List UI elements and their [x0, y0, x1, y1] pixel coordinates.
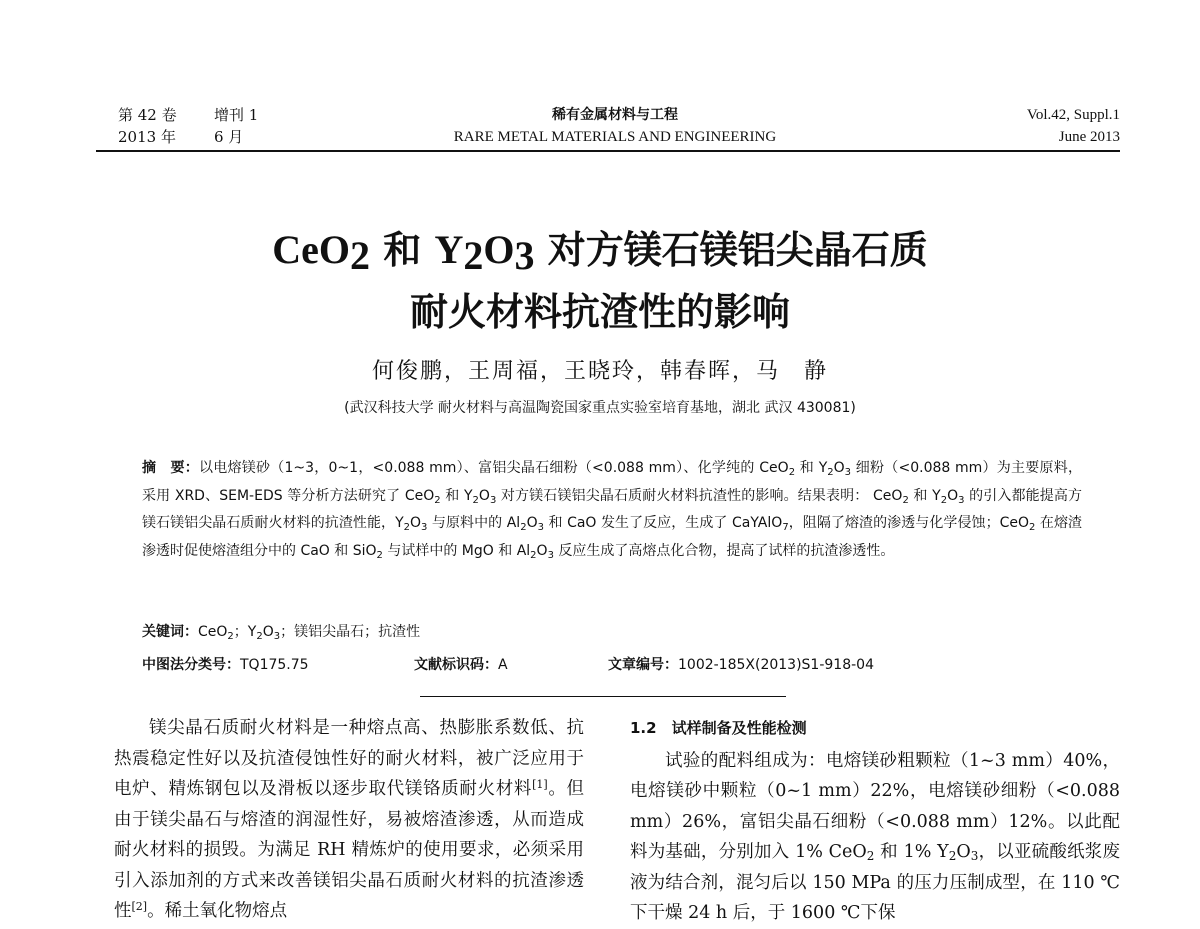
title-line-2: 耐火材料抗渣性的影响	[409, 290, 790, 334]
title-and: 和	[370, 228, 435, 272]
header-left	[118, 104, 258, 148]
header-right	[1027, 104, 1120, 148]
abstract-text: 与试样中的 MgO 和 Al	[382, 542, 531, 559]
subscript: 2	[256, 631, 263, 642]
abstract-label: 摘 要：	[142, 460, 199, 476]
keyword-text: ；Y	[233, 624, 257, 640]
title-line-1	[0, 222, 1200, 284]
left-column	[114, 713, 584, 927]
body-text: O	[956, 842, 971, 862]
subscript: 2	[940, 494, 948, 506]
volume: 第 42 卷	[118, 106, 177, 124]
abstract-text: 和 Y	[908, 487, 941, 504]
abstract-separator	[420, 696, 786, 697]
keywords	[142, 621, 1082, 643]
abstract-text: O	[536, 542, 548, 559]
doc-code-value: A	[498, 657, 508, 673]
volume-en: Vol.42, Suppl.1	[1026, 107, 1120, 123]
month: 6 月	[214, 128, 244, 146]
date-en: June 2013	[1058, 129, 1120, 145]
subscript: 3	[273, 631, 281, 642]
subscript: 3	[970, 849, 979, 863]
section-heading: 1.2 试样制备及性能检测	[630, 719, 807, 737]
journal-name-cn: 稀有金属材料与工程	[552, 107, 678, 123]
title-sub: 3	[514, 233, 535, 278]
body-text: 和 1% Y	[874, 842, 949, 862]
subscript: 2	[866, 849, 875, 863]
method-paragraph	[630, 746, 1120, 929]
subscript: 2	[376, 549, 383, 561]
subscript: 2	[403, 522, 410, 533]
abstract-text: O	[478, 487, 490, 504]
abstract-text: O	[947, 487, 959, 504]
subscript: 2	[530, 549, 537, 561]
journal-name-en: RARE METAL MATERIALS AND ENGINEERING	[453, 129, 777, 145]
subscript: 2	[827, 467, 834, 478]
keyword-text: CeO	[198, 624, 228, 640]
abstract-text: ，阻隔了熔渣的渗透与化学侵蚀；CeO	[788, 515, 1029, 531]
subscript: 2	[472, 494, 479, 506]
subscript: 3	[421, 522, 428, 533]
abstract-text: 细粉（<0.088 mm）为主要原料，采用 XRD、SEM-EDS 等分析方法研究了 CeO	[142, 460, 1082, 504]
abstract-text: 和 Y	[440, 487, 473, 504]
right-column	[630, 713, 1120, 929]
keyword-text: O	[262, 624, 274, 640]
abstract-text: 在熔渣渗透时促使熔渣组分中的 CaO 和 SiO	[142, 515, 1083, 559]
affiliation: (武汉科技大学 耐火材料与高温陶瓷国家重点实验室培育基地，湖北 武汉 430081)	[344, 400, 856, 416]
body-text: 。但由于镁尖晶石与熔渣的润湿性好，易被熔渣渗透，从而造成耐火材料的损毁。为满足 RH 精炼炉的使用要求，必须采用引入添加剂的方式来改善镁铝尖晶石质耐火材料的抗渣渗透性	[114, 779, 585, 921]
abstract-text: 和 Y	[795, 460, 828, 476]
keyword-text: ；镁铝尖晶石；抗渣性	[280, 624, 421, 640]
clc-label: 中图法分类号：	[142, 657, 240, 673]
subscript: 2	[434, 494, 441, 506]
subscript: 3	[537, 522, 544, 533]
subscript: 2	[788, 467, 796, 478]
paper-title	[0, 222, 1200, 340]
subscript: 2	[1029, 522, 1036, 533]
title-ceo: CeO	[272, 227, 351, 272]
citation: [2]	[131, 900, 148, 913]
subscript: 2	[227, 631, 234, 642]
subscript: 2	[902, 494, 909, 506]
doc-code-label: 文献标识码：	[414, 657, 498, 673]
abstract-text: 与原料中的 Al	[427, 515, 521, 531]
header-rule	[96, 150, 1120, 152]
body-text: 试验的配料组成为：电熔镁砂粗颗粒（1~3 mm）40%，电熔镁砂中颗粒（0~1 mm）22%，电熔镁砂细粉（<0.088 mm）26%，富铝尖晶石细粉（<0.088 mm）12%。以此配料为基础，分别加入 1% CeO	[630, 750, 1120, 862]
subscript: 2	[520, 522, 527, 533]
abstract-text: 以电熔镁砂（1~3，0~1，<0.088 mm）、富铝尖晶石细粉（<0.088 mm）、化学纯的 CeO	[199, 460, 789, 476]
body-text: ，以亚硫酸纸浆废液为结合剂，混匀后以 150 MPa 的压力压制成型，在 110 ℃下干燥 24 h 后，于 1600 ℃下保	[630, 842, 1121, 923]
subscript: 3	[489, 494, 497, 506]
year: 2013 年	[118, 128, 176, 146]
body-text: 。稀土氧化物熔点	[147, 901, 288, 921]
title-rest: 对方镁石镁铝尖晶石质	[534, 228, 928, 272]
subscript: 3	[547, 549, 554, 561]
article-number-label: 文章编号：	[608, 657, 678, 673]
citation: [1]	[532, 778, 548, 791]
abstract-text: O	[526, 515, 538, 531]
article-number-group	[608, 654, 874, 676]
title-sub: 2	[350, 233, 371, 278]
doc-code-group	[414, 654, 508, 676]
abstract-text: 对方镁石镁铝尖晶石质耐火材料抗渣性的影响。结果表明： CeO	[496, 487, 903, 504]
subscript: 2	[948, 849, 957, 863]
clc-value: TQ175.75	[240, 657, 309, 673]
clc-group	[142, 654, 309, 676]
abstract	[142, 455, 1082, 565]
abstract-text: O	[833, 460, 845, 476]
article-number-value: 1002-185X(2013)S1-918-04	[678, 657, 874, 673]
authors: 何俊鹏，王周福，王晓玲，韩春晖，马 静	[371, 359, 828, 384]
abstract-text: O	[410, 515, 422, 531]
abstract-text: 的引入都能提高方镁石镁铝尖晶石质耐火材料的抗渣性能，Y	[142, 487, 1083, 531]
subscript: 3	[958, 494, 965, 506]
body-text: 镁尖晶石质耐火材料是一种熔点高、热膨胀系数低、抗热震稳定性好以及抗渣侵蚀性好的耐火材料，被广泛应用于电炉、精炼钢包以及滑板以逐步取代镁铬质耐火材料	[114, 718, 584, 799]
subscript: 7	[782, 522, 789, 533]
issue: 增刊 1	[214, 106, 259, 124]
abstract-text: 和 CaO 发生了反应，生成了 CaYAlO	[543, 515, 783, 531]
title-sub: 2	[463, 233, 484, 278]
intro-paragraph	[114, 713, 584, 927]
keywords-label: 关键词：	[142, 624, 198, 640]
title-y: Y	[434, 227, 464, 272]
abstract-text: 反应生成了高熔点化合物，提高了试样的抗渣渗透性。	[553, 542, 895, 559]
title-o: O	[483, 227, 515, 272]
header-center	[400, 104, 830, 148]
subscript: 3	[844, 467, 852, 478]
